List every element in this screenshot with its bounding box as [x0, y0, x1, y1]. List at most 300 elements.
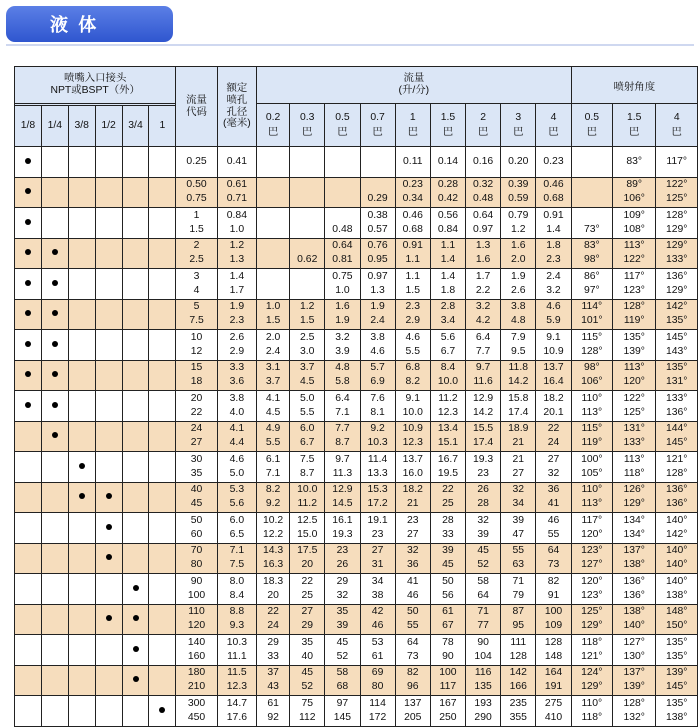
spray-angle-cell-value: 118° — [623, 467, 645, 479]
flow-rate-cell — [395, 452, 430, 483]
spray-angle-cell-value: 121° — [581, 650, 603, 662]
spray-angle-cell-value: 127° — [623, 636, 645, 648]
flow-rate-cell-value: 25 — [301, 589, 314, 601]
flow-code-cell-value: 10 — [190, 331, 203, 343]
flow-rate-header: 流量 (升/分) — [257, 67, 572, 104]
spray-angle-cell-value: 144° — [665, 423, 688, 435]
flow-code-cell — [176, 635, 217, 666]
flow-rate-cell-value: 5.5 — [405, 345, 420, 357]
flow-rate-cell-value: 47 — [512, 528, 525, 540]
flow-rate-cell-value: 18.9 — [508, 423, 529, 435]
inlet-size-cell — [149, 269, 176, 300]
spray-angle-cell — [571, 604, 612, 635]
flow-rate-cell-value: 7.1 — [265, 467, 281, 479]
orifice-cell-value: 4.1 — [229, 423, 245, 435]
flow-code-cell — [176, 513, 217, 544]
flow-code-cell — [176, 269, 217, 300]
inlet-size-cell — [95, 177, 122, 208]
flow-rate-cell-value: 109 — [544, 620, 563, 632]
flow-rate-cell-value: 3.9 — [335, 345, 350, 357]
flow-rate-cell-value — [257, 178, 289, 192]
inlet-size-cell — [68, 543, 95, 574]
flow-rate-cell-value: 22 — [547, 423, 560, 435]
flow-code-cell — [176, 208, 217, 239]
flow-rate-cell-value: 205 — [404, 711, 422, 723]
flow-rate-cell-value: 15.8 — [508, 392, 529, 404]
table-row — [15, 696, 698, 727]
flow-rate-cell — [395, 299, 430, 330]
flow-rate-cell-value: 21 — [512, 437, 525, 449]
spray-angle-cell-value: 139° — [623, 681, 645, 693]
flow-rate-cell — [430, 147, 465, 178]
flow-code-cell — [176, 147, 217, 178]
flow-rate-cell — [257, 696, 290, 727]
spray-angle-cell — [656, 330, 698, 361]
flow-code-cell-value: 4 — [193, 284, 200, 296]
flow-rate-cell-value: 73 — [406, 650, 419, 662]
flow-rate-cell-value: 82 — [547, 575, 560, 587]
flow-rate-cell-value: 23 — [336, 545, 349, 557]
flow-code-cell — [176, 452, 217, 483]
flow-rate-cell-value — [361, 155, 395, 169]
flow-rate-cell-value: 275 — [544, 697, 563, 709]
flow-rate-cell-value: 148 — [544, 650, 563, 662]
inlet-size-header: 1 — [149, 105, 176, 146]
spray-angle-cell — [656, 299, 698, 330]
spray-angle-cell — [571, 299, 612, 330]
fit-dot-icon — [52, 280, 58, 286]
flow-rate-cell-value: 172 — [368, 711, 387, 723]
flow-rate-cell-value: 10.2 — [262, 514, 284, 526]
spray-angle-cell-value: 135° — [665, 697, 688, 709]
flow-rate-cell — [466, 452, 501, 483]
flow-rate-cell — [257, 177, 290, 208]
spray-angle-cell — [613, 208, 656, 239]
flow-rate-cell-value: 12.5 — [297, 514, 318, 526]
flow-rate-cell-value: 7.1 — [335, 406, 350, 418]
inlet-size-cell — [15, 208, 42, 239]
flow-rate-cell-value: 2.2 — [475, 284, 491, 296]
spray-angle-cell-value: 125° — [581, 606, 603, 618]
spray-angle-cell-value: 117° — [623, 270, 645, 282]
spray-angle-cell-value: 113° — [581, 498, 603, 510]
flow-rate-cell — [325, 421, 360, 452]
flow-rate-cell — [360, 208, 395, 239]
flow-pressure-header: 1.5 巴 — [430, 104, 465, 147]
spray-angle-cell-value: 142° — [665, 528, 688, 540]
flow-rate-cell-value: 7.9 — [511, 331, 526, 343]
spray-angle-cell-value: 115° — [581, 423, 603, 435]
flow-rate-cell — [430, 543, 465, 574]
flow-rate-cell — [536, 269, 571, 300]
flow-code-cell-value: 450 — [187, 711, 206, 723]
orifice-cell-value: 3.6 — [229, 376, 245, 388]
flow-rate-cell-value: 36 — [547, 484, 560, 496]
flow-code-cell-value: 300 — [187, 697, 206, 709]
inlet-size-cell — [15, 543, 42, 574]
flow-code-cell — [176, 604, 217, 635]
inlet-size-cell — [122, 604, 149, 635]
flow-rate-cell-value: 3.4 — [440, 315, 456, 327]
flow-rate-cell-value: 1.2 — [511, 223, 526, 235]
table-row — [15, 177, 698, 208]
flow-rate-cell-value — [257, 209, 289, 223]
flow-rate-cell-value: 22 — [442, 484, 454, 496]
flow-rate-cell-value: 4.1 — [265, 392, 281, 404]
nozzle-spec-table — [14, 66, 698, 727]
flow-pressure-header: 0.7 巴 — [360, 104, 395, 147]
flow-rate-cell — [257, 330, 290, 361]
fit-dot-icon — [133, 615, 139, 621]
flow-rate-cell-value: 14.3 — [262, 545, 284, 557]
orifice-cell-value: 17.6 — [226, 711, 247, 723]
table-row — [15, 513, 698, 544]
flow-rate-cell-value: 1.8 — [440, 284, 456, 296]
inlet-size-cell — [41, 604, 68, 635]
inlet-size-header: 3/8 — [68, 105, 95, 146]
inlet-size-cell — [149, 665, 176, 696]
inlet-size-cell — [41, 543, 68, 574]
flow-code-cell-value: 22 — [190, 406, 203, 418]
flow-rate-cell-value: 46 — [547, 514, 560, 526]
flow-rate-cell-value: 43 — [267, 681, 279, 693]
flow-rate-cell — [536, 299, 571, 330]
spray-angle-cell-value: 89° — [626, 179, 643, 191]
flow-rate-cell-value: 79 — [512, 589, 525, 601]
flow-rate-cell — [290, 452, 325, 483]
inlet-size-cell — [41, 177, 68, 208]
flow-rate-cell-value: 5.5 — [300, 406, 315, 418]
flow-rate-cell — [501, 635, 536, 666]
orifice-cell-value: 0.71 — [226, 193, 247, 205]
flow-rate-cell-value: 11.2 — [297, 498, 317, 510]
flow-rate-cell-value: 61 — [442, 606, 454, 618]
flow-rate-cell-value: 4.8 — [335, 362, 350, 374]
spray-angle-cell — [613, 238, 656, 269]
flow-rate-cell-value: 64 — [406, 636, 419, 648]
flow-rate-cell-value: 11.4 — [367, 453, 388, 465]
flow-rate-cell-value — [325, 209, 359, 223]
flow-rate-cell — [430, 208, 465, 239]
flow-rate-cell-value: 19.3 — [332, 528, 353, 540]
spray-angle-cell — [571, 452, 612, 483]
flow-rate-cell-value: 20.1 — [543, 406, 564, 418]
flow-rate-cell-value: 3.8 — [370, 331, 385, 343]
flow-rate-cell-value: 45 — [442, 559, 454, 571]
flow-rate-cell-value: 33 — [267, 650, 279, 662]
flow-rate-cell-value: 167 — [439, 697, 457, 709]
flow-rate-cell — [536, 604, 571, 635]
flow-rate-cell — [466, 604, 501, 635]
flow-rate-cell-value: 12.3 — [437, 406, 459, 418]
flow-rate-cell-value: 235 — [509, 697, 527, 709]
flow-rate-cell — [466, 269, 501, 300]
flow-pressure-header: 2 巴 — [466, 104, 501, 147]
flow-rate-cell-value: 9.7 — [335, 453, 350, 465]
orifice-cell-value: 2.6 — [229, 331, 245, 343]
flow-rate-cell — [325, 543, 360, 574]
flow-rate-cell-value: 9.5 — [511, 345, 526, 357]
spray-angle-cell — [613, 513, 656, 544]
spray-angle-cell-value: 139° — [623, 345, 645, 357]
flow-rate-cell — [501, 452, 536, 483]
flow-rate-cell-value: 9.7 — [475, 362, 491, 374]
flow-rate-cell-value: 17.5 — [297, 545, 318, 557]
flow-rate-cell-value: 9.1 — [546, 331, 561, 343]
flow-rate-cell-value: 0.59 — [508, 193, 529, 205]
inlet-size-cell — [68, 665, 95, 696]
spray-angle-cell-value: 120° — [623, 376, 645, 388]
spray-angle-cell — [656, 696, 698, 727]
inlet-size-cell — [149, 208, 176, 239]
inlet-size-cell — [68, 482, 95, 513]
flow-rate-cell-value: 42 — [371, 606, 384, 618]
flow-rate-cell-value: 55 — [512, 545, 525, 557]
spray-angle-cell-value: 110° — [581, 697, 603, 709]
flow-rate-cell — [257, 147, 290, 178]
flow-rate-cell-value: 55 — [406, 620, 419, 632]
flow-rate-cell-value: 52 — [477, 559, 489, 571]
flow-rate-cell-value: 29 — [267, 636, 279, 648]
flow-rate-cell-value: 164 — [544, 667, 563, 679]
orifice-cell-value: 9.3 — [229, 620, 245, 632]
flow-rate-cell — [257, 238, 290, 269]
flow-rate-cell-value: 14.5 — [332, 498, 353, 510]
flow-code-cell-value: 1.5 — [189, 223, 204, 235]
flow-rate-cell-value: 8.1 — [370, 406, 385, 418]
spray-angle-cell-value: 136° — [623, 589, 645, 601]
flow-rate-cell-value: 26 — [336, 559, 349, 571]
spray-angle-cell-value: 128° — [623, 697, 645, 709]
flow-rate-cell — [360, 391, 395, 422]
inlet-size-cell — [41, 635, 68, 666]
flow-rate-cell-value: 2.0 — [265, 331, 281, 343]
flow-rate-cell-value: 2.3 — [405, 301, 420, 313]
spray-angle-cell-value: 113° — [623, 453, 645, 465]
flow-rate-cell — [290, 269, 325, 300]
flow-code-cell-value: 24 — [190, 423, 203, 435]
table-row — [15, 635, 698, 666]
flow-rate-cell-value: 4.6 — [546, 301, 561, 313]
flow-rate-cell-value: 2.6 — [511, 284, 526, 296]
flow-rate-cell — [360, 513, 395, 544]
flow-rate-cell-value: 0.81 — [332, 254, 353, 266]
flow-code-cell — [176, 299, 217, 330]
spray-angle-cell-value: 122° — [665, 179, 688, 191]
flow-rate-cell-value: 16.1 — [332, 514, 353, 526]
flow-rate-cell-value: 13.7 — [543, 362, 564, 374]
spray-angle-cell-value: 140° — [665, 559, 688, 571]
flow-rate-cell — [325, 604, 360, 635]
flow-rate-cell-value: 87 — [512, 606, 525, 618]
flow-rate-cell-value: 6.1 — [265, 453, 281, 465]
spray-angle-cell — [656, 635, 698, 666]
orifice-cell — [217, 299, 256, 330]
flow-code-cell — [176, 574, 217, 605]
inlet-size-cell — [68, 330, 95, 361]
orifice-cell-value: 0.41 — [226, 155, 247, 167]
spray-angle-cell-value: 120° — [581, 528, 603, 540]
fit-dot-icon — [159, 707, 165, 713]
spray-angle-cell-value: 140° — [623, 620, 645, 632]
flow-rate-cell — [290, 177, 325, 208]
orifice-cell-value: 6.0 — [229, 514, 245, 526]
spray-angle-cell — [571, 147, 612, 178]
inlet-size-cell — [15, 421, 42, 452]
inlet-size-header: 1/2 — [95, 105, 122, 146]
table-row — [15, 665, 698, 696]
flow-rate-cell — [325, 482, 360, 513]
flow-rate-cell-value: 0.97 — [472, 223, 494, 235]
inlet-size-cell — [41, 482, 68, 513]
inlet-size-cell — [41, 238, 68, 269]
spray-angle-cell-value: 129° — [581, 620, 603, 632]
flow-rate-cell-value: 0.28 — [437, 179, 459, 191]
flow-rate-cell-value: 73 — [547, 559, 560, 571]
flow-rate-cell-value: 91 — [547, 589, 560, 601]
flow-code-cell-value: 12 — [190, 345, 203, 357]
orifice-cell-value: 1.2 — [229, 240, 245, 252]
flow-rate-cell — [360, 147, 395, 178]
spray-angle-cell-value: 139° — [665, 667, 688, 679]
flow-rate-cell-value: 15.0 — [297, 528, 318, 540]
flow-rate-cell-value: 27 — [301, 606, 314, 618]
orifice-cell — [217, 696, 256, 727]
flow-rate-cell — [395, 269, 430, 300]
spray-angle-cell — [613, 421, 656, 452]
flow-rate-cell-value — [325, 178, 359, 192]
inlet-size-cell — [68, 391, 95, 422]
inlet-size-cell — [15, 482, 42, 513]
spray-angle-cell — [613, 604, 656, 635]
flow-rate-cell-value: 0.68 — [543, 193, 564, 205]
flow-rate-cell-value — [257, 270, 289, 284]
flow-rate-cell-value: 53 — [371, 636, 384, 648]
flow-rate-cell-value: 128 — [544, 636, 563, 648]
flow-rate-cell-value: 2.4 — [546, 270, 561, 282]
flow-rate-cell — [290, 543, 325, 574]
flow-rate-cell-value: 6.7 — [440, 345, 456, 357]
flow-code-cell-value: 0.25 — [186, 155, 207, 167]
inlet-size-cell — [122, 177, 149, 208]
orifice-cell-value: 7.5 — [229, 559, 245, 571]
flow-rate-cell-value: 64 — [547, 545, 560, 557]
flow-rate-cell-value: 0.46 — [543, 179, 564, 191]
flow-rate-cell-value: 45 — [477, 545, 489, 557]
spray-angle-cell-value: 123° — [581, 589, 603, 601]
flow-code-cell-value: 0.50 — [186, 179, 207, 191]
flow-rate-cell — [257, 665, 290, 696]
flow-rate-cell-value: 135 — [474, 681, 492, 693]
flow-rate-cell — [360, 543, 395, 574]
spray-angle-cell — [613, 391, 656, 422]
flow-rate-cell-value: 0.68 — [402, 223, 423, 235]
flow-rate-cell — [395, 177, 430, 208]
flow-rate-cell — [501, 208, 536, 239]
flow-rate-cell-value — [290, 155, 324, 169]
flow-rate-cell — [501, 421, 536, 452]
orifice-cell-value: 8.0 — [229, 575, 245, 587]
flow-rate-cell — [290, 330, 325, 361]
spray-angle-cell — [571, 635, 612, 666]
flow-rate-cell-value — [257, 155, 289, 169]
spray-angle-cell-value: 113° — [623, 240, 645, 252]
spray-angle-cell — [571, 360, 612, 391]
flow-code-cell-value: 90 — [190, 575, 203, 587]
inlet-size-cell — [41, 391, 68, 422]
flow-code-cell-value: 100 — [187, 589, 206, 601]
flow-rate-cell-value: 1.3 — [475, 240, 491, 252]
flow-rate-cell-value: 29 — [301, 620, 314, 632]
spray-angle-cell — [613, 299, 656, 330]
inlet-size-cell — [95, 513, 122, 544]
fit-dot-icon — [133, 676, 139, 682]
inlet-size-cell — [41, 269, 68, 300]
inlet-size-cell — [122, 208, 149, 239]
inlet-size-cell — [122, 482, 149, 513]
flow-rate-cell-value: 0.91 — [543, 209, 564, 221]
flow-rate-cell-value: 6.8 — [405, 362, 420, 374]
inlet-size-cell — [149, 147, 176, 178]
fit-dot-icon — [106, 615, 112, 621]
flow-rate-cell-value: 0.23 — [543, 155, 564, 167]
flow-rate-cell-value: 15.3 — [367, 484, 388, 496]
flow-rate-cell-value: 25 — [442, 498, 454, 510]
flow-rate-cell-value: 18.3 — [262, 575, 284, 587]
flow-rate-cell-value: 23 — [406, 514, 419, 526]
inlet-size-cell — [68, 574, 95, 605]
inlet-size-cell — [149, 360, 176, 391]
inlet-size-cell — [41, 513, 68, 544]
section-title — [6, 6, 173, 42]
flow-rate-cell-value: 10.0 — [297, 484, 318, 496]
inlet-size-cell — [149, 421, 176, 452]
inlet-size-cell — [95, 421, 122, 452]
flow-rate-cell-value: 58 — [336, 667, 349, 679]
flow-rate-cell — [501, 360, 536, 391]
flow-rate-cell — [430, 604, 465, 635]
flow-rate-cell-value: 45 — [301, 667, 314, 679]
spray-angle-cell-value: 118° — [581, 711, 603, 723]
flow-code-cell-value: 2.5 — [189, 254, 204, 266]
flow-rate-cell — [290, 208, 325, 239]
spray-angle-cell — [613, 177, 656, 208]
flow-rate-cell-value: 75 — [301, 697, 314, 709]
flow-rate-cell — [290, 635, 325, 666]
spray-angle-cell-value: 83° — [583, 240, 600, 252]
orifice-cell-value: 2.3 — [229, 315, 245, 327]
flow-rate-cell-value: 17.4 — [472, 437, 494, 449]
inlet-size-cell — [68, 208, 95, 239]
orifice-cell — [217, 574, 256, 605]
flow-rate-cell-value: 0.46 — [402, 209, 423, 221]
flow-rate-cell — [466, 299, 501, 330]
flow-rate-cell — [257, 635, 290, 666]
spray-angle-cell-value — [572, 192, 612, 206]
flow-rate-cell-value: 10.0 — [437, 376, 459, 388]
spray-angle-cell-value: 110° — [581, 392, 603, 404]
flow-rate-cell-value: 33 — [442, 528, 454, 540]
spray-angle-cell-value: 124° — [581, 667, 603, 679]
flow-rate-cell — [360, 696, 395, 727]
flow-rate-cell-value: 1.1 — [440, 240, 456, 252]
flow-rate-cell-value: 14.2 — [508, 376, 529, 388]
orifice-cell-value: 4.4 — [229, 437, 245, 449]
inlet-size-cell — [68, 513, 95, 544]
flow-rate-cell-value: 46 — [406, 589, 419, 601]
flow-rate-cell-value: 15.1 — [437, 437, 459, 449]
flow-rate-cell — [395, 696, 430, 727]
